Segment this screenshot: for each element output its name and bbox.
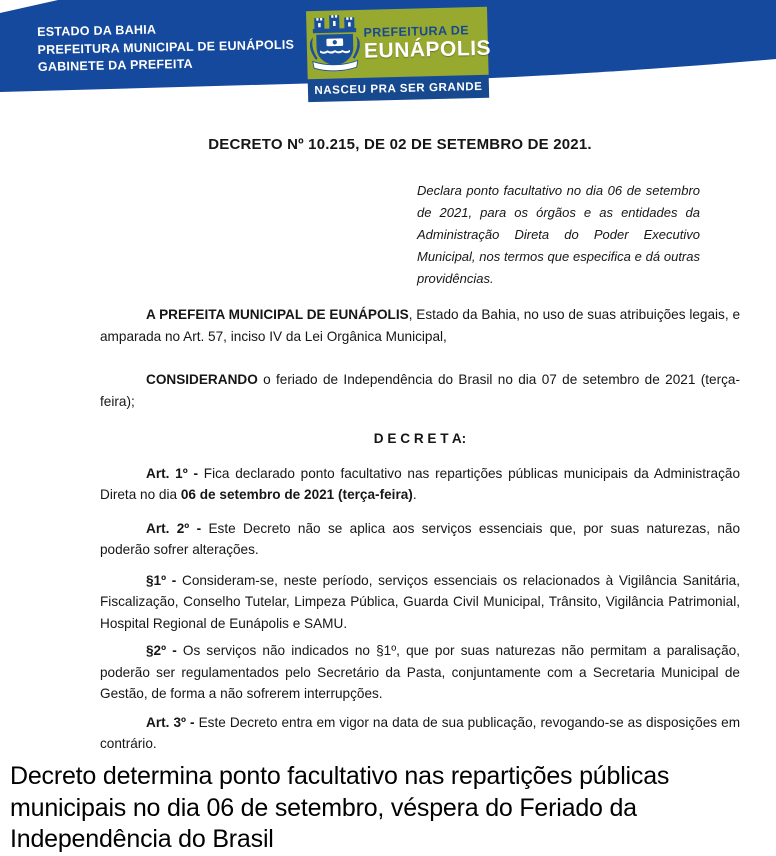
text-run: . xyxy=(412,487,417,502)
text-run: Este Decreto entra em vigor na data de sua publicação, revogando-se as disposições em contrário. xyxy=(100,714,741,751)
decree-paragraph xyxy=(100,463,740,506)
text-run: Os serviços não indicados no §1º, que por suas naturezas não permitam a paralisação, poderão ser regulamentados pelo Secretário da Pasta, conjuntamente com a Secretaria Municipal de Gestão, de forma a não sofrerem interrupções. xyxy=(100,643,740,701)
municipal-logo xyxy=(306,7,492,102)
decree-paragraph xyxy=(100,304,740,347)
letterhead-line-state: ESTADO DA BAHIA xyxy=(37,22,157,39)
text-run: Fica declarado ponto facultativo nas repartições públicas municipais da Administração Direta no dia xyxy=(100,465,741,502)
letterhead-line-city: PREFEITURA MUNICIPAL DE EUNÁPOLIS xyxy=(37,37,295,57)
logo-line1: PREFEITURA DE xyxy=(363,22,470,40)
text-run: o feriado de Independência do Brasil no dia 07 de setembro de 2021 (terça-feira); xyxy=(100,372,740,409)
decree-paragraph xyxy=(100,712,740,755)
text-run: §2º - xyxy=(146,643,183,658)
decree-title: DECRETO Nº 10.215, DE 02 DE SETEMBRO DE 2021. xyxy=(208,136,592,153)
coat-of-arms-icon xyxy=(309,12,360,75)
text-run: Art. 3º - xyxy=(146,714,199,730)
text-run: §1º - xyxy=(146,572,182,588)
logo-tagline: NASCEU PRA SER GRANDE xyxy=(308,77,489,102)
text-run: Art. 1º - xyxy=(146,465,204,481)
text-run: Este Decreto não se aplica aos serviços essenciais que, por suas naturezas, não poderão sofrer alterações. xyxy=(100,520,741,557)
text-run: , Estado da Bahia, no uso de suas atribuições legais, e amparada no Art. 57, inciso IV da Lei Orgânica Municipal, xyxy=(100,307,741,344)
logo-green-box xyxy=(306,7,492,79)
logo-line2: EUNÁPOLIS xyxy=(363,36,492,63)
logo-wordmark xyxy=(363,22,491,62)
decree-paragraphs xyxy=(100,304,740,755)
decree-paragraph xyxy=(100,518,740,561)
news-caption: Decreto determina ponto facultativo nas repartições públicas municipais no dia 06 de setembro, véspera do Feriado da Independência do Brasil xyxy=(10,762,670,853)
letterhead-text xyxy=(37,19,295,77)
text-run: A PREFEITA MUNICIPAL DE EUNÁPOLIS xyxy=(146,307,409,322)
text-run: Consideram-se, neste período, serviços essenciais os relacionados à Vigilância Sanitária, Fiscalização, Conselho Tutelar, Limpeza Pública, Guarda Civil Municipal, Trânsito, Vigilância Patrimonial, Hospital Regional de Eunápolis e SAMU. xyxy=(100,572,740,631)
decree-paragraph xyxy=(100,570,740,635)
text-run: Art. 2º - xyxy=(146,520,209,536)
letterhead-line-office: GABINETE DA PREFEITA xyxy=(37,56,194,74)
text-run: D E C R E T A: xyxy=(373,431,467,446)
decree-paragraph xyxy=(100,428,740,450)
decree-paragraph xyxy=(100,369,740,412)
text-run: 06 de setembro de 2021 (terça-feira) xyxy=(180,487,413,502)
decree-ementa: Declara ponto facultativo no dia 06 de setembro de 2021, para os órgãos e as entidades da Administração Direta do Poder Executivo Municipal, nos termos que especifica e dá outras providências. xyxy=(417,183,700,286)
decree-paragraph xyxy=(100,640,740,705)
text-run: CONSIDERANDO xyxy=(146,372,258,387)
decree-document xyxy=(100,136,740,755)
